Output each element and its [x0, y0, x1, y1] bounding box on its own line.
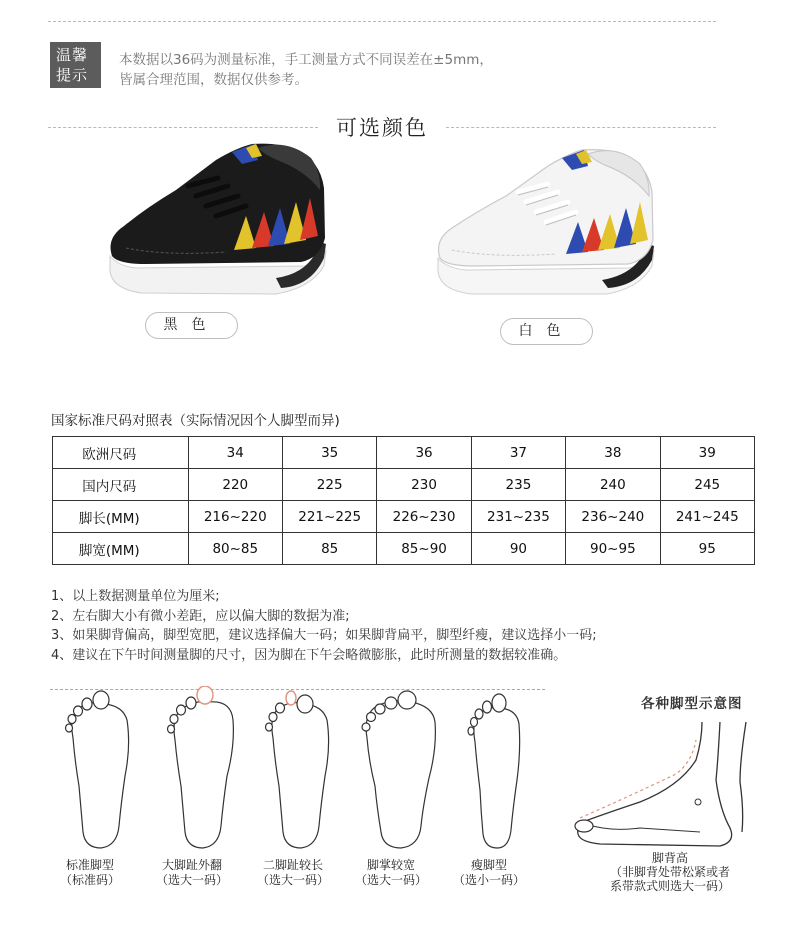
top-divider: [48, 21, 716, 22]
row-header: 脚长(MM): [53, 501, 189, 533]
tip-badge: [50, 42, 101, 88]
foot-type-label: [137, 858, 247, 888]
table-row: [53, 437, 755, 469]
measurement-notes: [51, 587, 771, 665]
table-cell: 90: [471, 533, 565, 565]
foot-wide-icon: [362, 691, 435, 848]
foot-type-name: 标准脚型: [65, 858, 114, 872]
size-table: [52, 436, 755, 565]
note-item: 3、如果脚背偏高，脚型宽肥，建议选择偏大一码；如果脚背扁平，脚型纤瘦，建议选择小一码;: [51, 628, 597, 643]
white-shoe-image: [432, 142, 672, 302]
foot-type-advice: （选大一码）: [155, 873, 228, 887]
note-item: 2、左右脚大小有微小差距，应以偏大脚的数据为准;: [51, 608, 350, 624]
table-row: [53, 469, 755, 501]
foot-type-label: [238, 858, 348, 888]
arch-advice-line2: 系带款式则选大一码）: [609, 879, 730, 893]
note-item: 1、以上数据测量单位为厘米;: [51, 589, 220, 604]
foot-type-name: 大脚趾外翻: [161, 858, 222, 872]
table-cell: 235: [471, 469, 565, 501]
foot-legend-title: 各种脚型示意图: [641, 696, 743, 712]
table-cell: 231~235: [471, 501, 565, 533]
foot-type-name: 脚掌较宽: [366, 858, 415, 872]
arch-advice-line1: （非脚背处带松紧或者: [609, 865, 730, 879]
row-header: 国内尺码: [53, 469, 189, 501]
table-cell: 240: [566, 469, 660, 501]
row-header: 脚宽(MM): [53, 533, 189, 565]
foot-type-advice: （标准码）: [59, 873, 120, 887]
high-arch-foot-icon: [570, 720, 770, 850]
foot-long-second-toe-icon: [266, 691, 329, 848]
foot-slim-icon: [468, 694, 520, 848]
table-cell: 236~240: [566, 501, 660, 533]
foot-bunion-icon: [168, 686, 234, 848]
arch-name: 脚背高: [651, 851, 688, 865]
table-cell: 80~85: [188, 533, 282, 565]
table-cell: 37: [471, 437, 565, 469]
table-cell: 226~230: [377, 501, 471, 533]
table-cell: 35: [282, 437, 376, 469]
table-cell: 34: [188, 437, 282, 469]
tip-badge-line1: 温馨: [56, 46, 89, 64]
foot-type-label: [336, 858, 446, 888]
tip-text-line2: 皆属合理范围，数据仅供参考。: [119, 72, 308, 88]
table-cell: 230: [377, 469, 471, 501]
table-cell: 90~95: [566, 533, 660, 565]
section-title: 可选颜色: [336, 116, 428, 140]
foot-standard-icon: [66, 691, 129, 848]
arch-label: [590, 851, 750, 893]
color-option-white[interactable]: 白色: [500, 318, 593, 345]
row-header: 欧洲尺码: [53, 437, 189, 469]
table-cell: 95: [660, 533, 754, 565]
black-shoe-image: [106, 138, 346, 303]
foot-type-name: 瘦脚型: [470, 858, 507, 872]
foot-type-advice: （选小一码）: [452, 873, 525, 887]
size-table-caption: 国家标准尺码对照表（实际情况因个人脚型而异): [51, 413, 340, 429]
foot-type-label: [35, 858, 145, 888]
table-cell: 241~245: [660, 501, 754, 533]
table-cell: 220: [188, 469, 282, 501]
table-cell: 39: [660, 437, 754, 469]
color-option-black[interactable]: 黑色: [145, 312, 238, 339]
section-divider-right: [446, 127, 716, 128]
table-cell: 85: [282, 533, 376, 565]
table-cell: 225: [282, 469, 376, 501]
note-item: 4、建议在下午时间测量脚的尺寸，因为脚在下午会略微膨胀，此时所测量的数据较准确。: [51, 647, 567, 663]
tip-text-line1: 本数据以36码为测量标准，手工测量方式不同误差在±5mm，: [119, 52, 493, 68]
table-row: [53, 533, 755, 565]
foot-type-advice: （选大一码）: [354, 873, 427, 887]
table-cell: 36: [377, 437, 471, 469]
foot-type-name: 二脚趾较长: [262, 858, 323, 872]
table-cell: 38: [566, 437, 660, 469]
foot-type-label: [434, 858, 544, 888]
table-cell: 221~225: [282, 501, 376, 533]
tip-text: [119, 50, 719, 90]
foot-outlines: [40, 686, 560, 854]
table-cell: 216~220: [188, 501, 282, 533]
table-row: [53, 501, 755, 533]
tip-badge-line2: 提示: [56, 66, 89, 84]
table-cell: 85~90: [377, 533, 471, 565]
foot-type-advice: （选大一码）: [256, 873, 329, 887]
table-cell: 245: [660, 469, 754, 501]
